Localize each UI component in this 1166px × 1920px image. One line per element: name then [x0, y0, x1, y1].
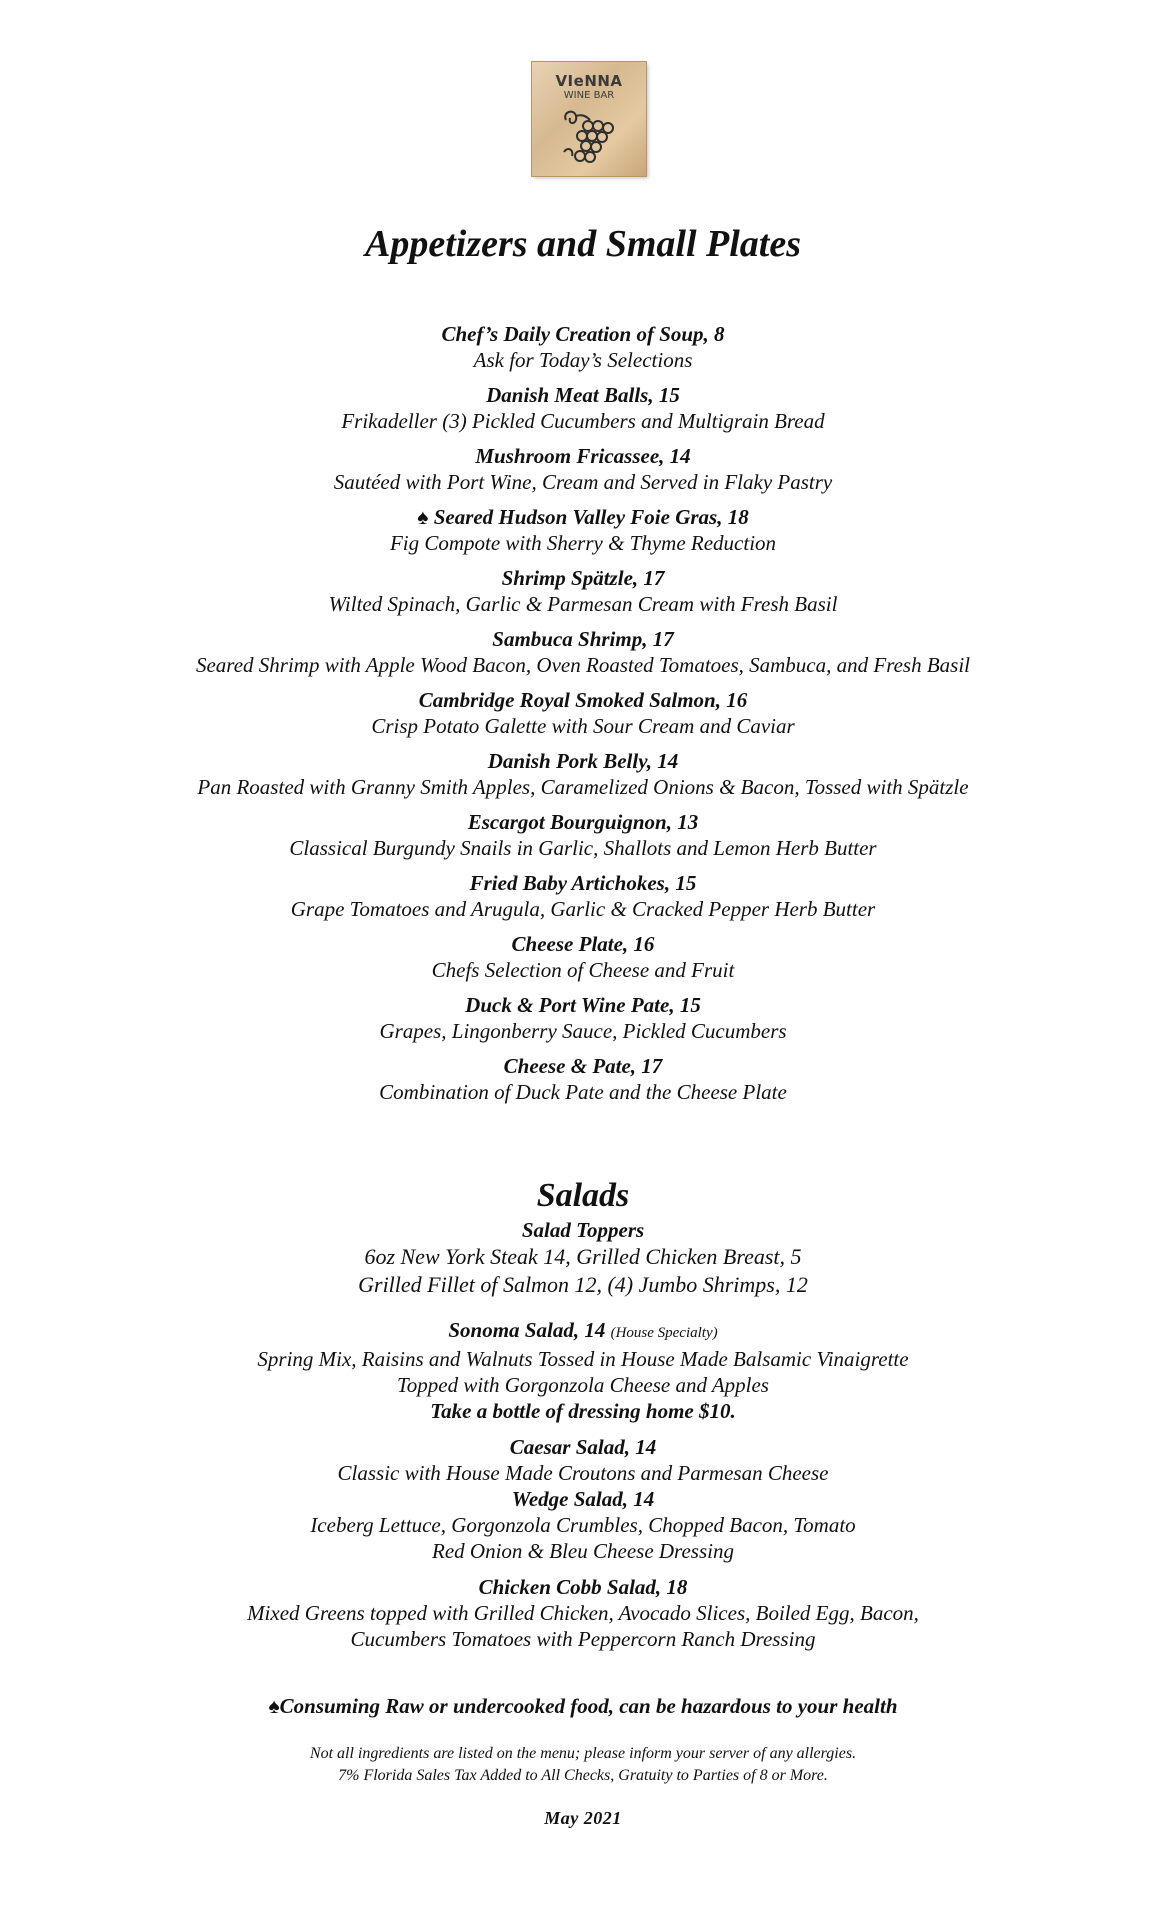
item-name: Cambridge Royal Smoked Salmon, 16 — [418, 688, 748, 712]
item-description: Crisp Potato Galette with Sour Cream and Caviar — [371, 714, 795, 738]
menu-item — [0, 382, 1166, 434]
menu-item — [0, 1053, 1166, 1105]
item-name: Caesar Salad, 14 — [509, 1435, 657, 1459]
menu-item — [0, 504, 1166, 556]
salads-list — [0, 1217, 1166, 1652]
menu-date: May 2021 — [544, 1808, 622, 1828]
item-name: Duck & Port Wine Pate, 15 — [465, 993, 701, 1017]
logo-name: VIeNNA — [555, 72, 623, 90]
item-description: Iceberg Lettuce, Gorgonzola Crumbles, Chopped Bacon, Tomato — [310, 1513, 856, 1537]
item-name: Fried Baby Artichokes, 15 — [469, 871, 697, 895]
item-name: Sambuca Shrimp, 17 — [492, 627, 674, 651]
item-name: Danish Pork Belly, 14 — [487, 749, 679, 773]
item-description: Fig Compote with Sherry & Thyme Reduction — [389, 531, 777, 555]
item-description: Topped with Gorgonzola Cheese and Apples — [397, 1373, 769, 1397]
menu-item — [0, 809, 1166, 861]
sonoma-salad — [0, 1317, 1166, 1346]
menu-item — [0, 443, 1166, 495]
item-description: Red Onion & Bleu Cheese Dressing — [432, 1539, 734, 1563]
menu-item — [0, 565, 1166, 617]
item-name: ♠ Seared Hudson Valley Foie Gras, 18 — [417, 505, 749, 529]
item-description: Spring Mix, Raisins and Walnuts Tossed in House Made Balsamic Vinaigrette — [257, 1347, 909, 1371]
toppers-line: Grilled Fillet of Salmon 12, (4) Jumbo Shrimps, 12 — [358, 1272, 808, 1297]
item-name: Chef’s Daily Creation of Soup, 8 — [441, 322, 725, 346]
toppers-line: 6oz New York Steak 14, Grilled Chicken Breast, 5 — [364, 1244, 802, 1269]
item-description: Ask for Today’s Selections — [473, 348, 693, 372]
item-description: Grapes, Lingonberry Sauce, Pickled Cucumbers — [379, 1019, 787, 1043]
salad-toppers-heading: Salad Toppers — [521, 1218, 645, 1242]
salads-heading: Salads — [536, 1177, 630, 1214]
menu-item — [0, 687, 1166, 739]
item-description: Frikadeller (3) Pickled Cucumbers and Multigrain Bread — [341, 409, 825, 433]
menu-item — [0, 748, 1166, 800]
item-description: Combination of Duck Pate and the Cheese Plate — [379, 1080, 787, 1104]
vienna-wine-bar-logo — [532, 62, 646, 176]
item-name: Cheese Plate, 16 — [511, 932, 655, 956]
menu-item — [0, 931, 1166, 983]
item-name: Escargot Bourguignon, 13 — [467, 810, 699, 834]
menu-item — [0, 992, 1166, 1044]
menu-item — [0, 870, 1166, 922]
footer-notes — [0, 1743, 1166, 1787]
page-title: Appetizers and Small Plates — [365, 223, 801, 265]
item-name: Danish Meat Balls, 15 — [486, 383, 680, 407]
item-name: Wedge Salad, 14 — [511, 1487, 655, 1511]
item-description: Chefs Selection of Cheese and Fruit — [431, 958, 735, 982]
logo-subtitle: WINE BAR — [563, 90, 615, 101]
tax-note: 7% Florida Sales Tax Added to All Checks, Gratuity to Parties of 8 or More. — [338, 1767, 828, 1784]
item-description: Sautéed with Port Wine, Cream and Served in Flaky Pastry — [333, 470, 833, 494]
item-name: Mushroom Fricassee, 14 — [475, 444, 691, 468]
item-description: Seared Shrimp with Apple Wood Bacon, Oven Roasted Tomatoes, Sambuca, and Fresh Basil — [195, 653, 971, 677]
appetizers-list — [0, 321, 1166, 1114]
item-description: Mixed Greens topped with Grilled Chicken, Avocado Slices, Boiled Egg, Bacon, — [247, 1601, 919, 1625]
dressing-promo: Take a bottle of dressing home $10. — [430, 1399, 736, 1423]
item-description: Classic with House Made Croutons and Parmesan Cheese — [337, 1461, 829, 1485]
raw-food-warning: ♠Consuming Raw or undercooked food, can be hazardous to your health — [268, 1694, 898, 1718]
item-description: Pan Roasted with Granny Smith Apples, Caramelized Onions & Bacon, Tossed with Spätzle — [197, 775, 969, 799]
house-specialty-note: (House Specialty) — [610, 1325, 718, 1341]
item-description: Grape Tomatoes and Arugula, Garlic & Cracked Pepper Herb Butter — [290, 897, 876, 921]
allergy-note: Not all ingredients are listed on the menu; please inform your server of any allergies. — [309, 1745, 857, 1762]
item-name: Cheese & Pate, 17 — [503, 1054, 663, 1078]
item-name: Shrimp Spätzle, 17 — [501, 566, 665, 590]
item-description: Wilted Spinach, Garlic & Parmesan Cream with Fresh Basil — [328, 592, 838, 616]
item-description: Classical Burgundy Snails in Garlic, Shallots and Lemon Herb Butter — [289, 836, 877, 860]
menu-item — [0, 626, 1166, 678]
item-name: Chicken Cobb Salad, 18 — [478, 1575, 688, 1599]
item-description: Cucumbers Tomatoes with Peppercorn Ranch Dressing — [350, 1627, 816, 1651]
grapes-icon — [560, 106, 618, 168]
menu-item — [0, 321, 1166, 373]
item-name: Sonoma Salad, 14 — [448, 1318, 606, 1342]
